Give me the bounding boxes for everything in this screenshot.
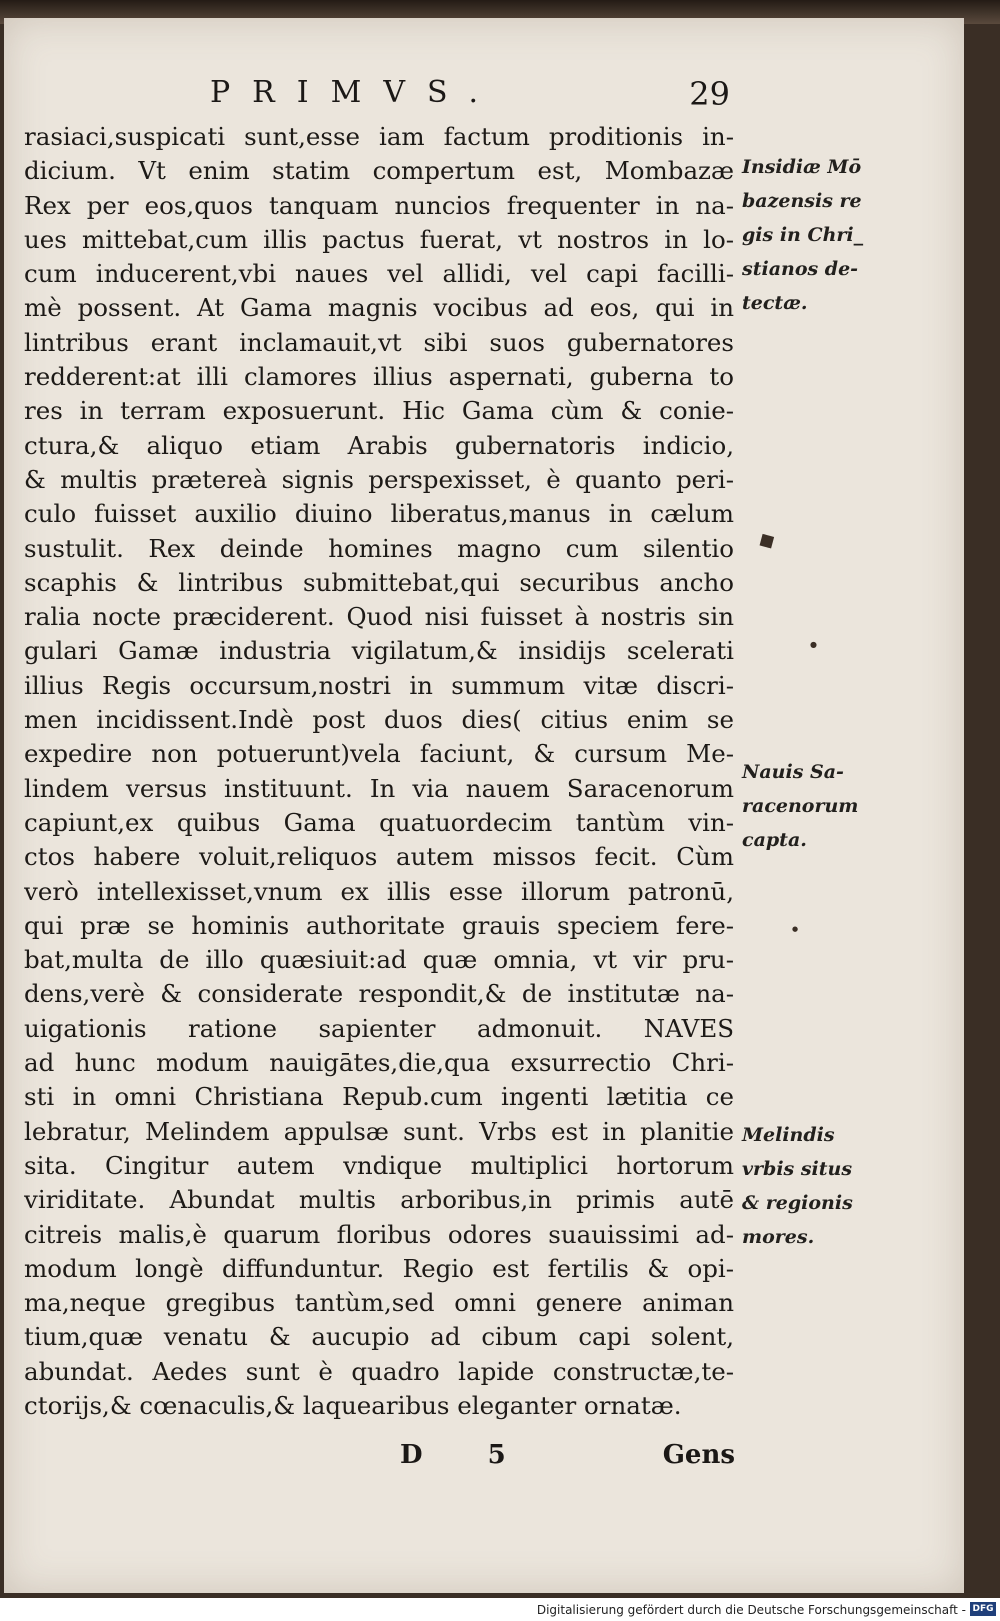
margin-note-line: stianos de- xyxy=(742,258,859,280)
text-line: dens,verè & considerate respondit,& de institutæ na- xyxy=(24,979,734,1009)
signature-mark: D 5 xyxy=(400,1440,534,1470)
text-line: modum longè diffunduntur. Regio est fertilis & opi- xyxy=(24,1253,734,1283)
margin-note-insidiae xyxy=(742,150,877,320)
text-line: res in terram exposuerunt. Hic Gama cùm & conie- xyxy=(24,396,734,426)
text-line: sita. Cingitur autem vndique multiplici hortorum xyxy=(24,1150,734,1180)
text-line: rasiaci,suspicati sunt,esse iam factum proditionis in- xyxy=(24,122,734,151)
text-line: lindem versus instituunt. In via nauem Saracenorum xyxy=(24,773,734,803)
text-line: lintribus erant inclamauit,vt sibi suos gubernatores xyxy=(24,327,734,357)
ink-speck-mark: ● xyxy=(792,925,799,933)
margin-note-line: racenorum xyxy=(742,795,859,817)
text-line: ralia nocte præciderent. Quod nisi fuisset à nostris sin xyxy=(24,602,734,632)
text-line: ma,neque gregibus tantùm,sed omni genere animan xyxy=(24,1288,734,1318)
margin-note-line: & regionis xyxy=(742,1192,853,1214)
text-line: ctos habere voluit,reliquos autem missos fecit. Cùm xyxy=(24,842,734,872)
margin-note-line: Melindis xyxy=(742,1124,835,1146)
text-line: dicium. Vt enim statim compertum est, Mombazæ xyxy=(24,156,734,186)
main-text-block xyxy=(24,120,734,1423)
text-line: tium,quæ venatu & aucupio ad cibum capi solent, xyxy=(24,1322,734,1352)
text-line: capiunt,ex quibus Gama quatuordecim tantùm vin- xyxy=(24,807,734,837)
catchword: Gens xyxy=(662,1440,735,1470)
margin-note-line: capta. xyxy=(742,829,807,851)
page-number: 29 xyxy=(689,75,730,113)
margin-note-line: gis in Chri_ xyxy=(742,224,864,246)
text-line: ues mittebat,cum illis pactus fuerat, vt nostros in lo- xyxy=(24,224,734,254)
text-line: viriditate. Abundat multis arboribus,in primis autē xyxy=(24,1185,734,1215)
text-line: bat,multa de illo quæsiuit:ad quæ omnia, vt vir pru- xyxy=(24,945,734,975)
text-line: qui præ se hominis authoritate grauis speciem fere- xyxy=(24,910,734,940)
margin-note-melindis xyxy=(742,1118,877,1254)
margin-note-nauis xyxy=(742,755,877,857)
text-line: scaphis & lintribus submittebat,qui securibus ancho xyxy=(24,567,734,597)
text-line: gulari Gamæ industria vigilatum,& insidijs scelerati xyxy=(24,636,734,666)
margin-note-line: Nauis Sa- xyxy=(742,761,844,783)
text-line: illius Regis occursum,nostri in summum vitæ discri- xyxy=(24,670,734,700)
text-line: expedire non potuerunt)vela faciunt, & cursum Me- xyxy=(24,739,734,769)
text-line: ctorijs,& cœnaculis,& laquearibus eleganter ornatæ. xyxy=(24,1390,682,1420)
text-line: sustulit. Rex deinde homines magno cum silentio xyxy=(24,533,734,563)
text-line: mè possent. At Gama magnis vocibus ad eos, qui in xyxy=(24,293,734,323)
margin-note-line: vrbis situs xyxy=(742,1158,853,1180)
margin-note-line: bazensis re xyxy=(742,190,862,212)
text-line: & multis prætereà signis perspexisset, è quanto peri- xyxy=(24,464,734,494)
text-line: culo fuisset auxilio diuino liberatus,manus in cælum xyxy=(24,499,734,529)
digitization-footer xyxy=(0,1598,1000,1621)
page-footer xyxy=(400,1440,735,1480)
text-line: ctura,& aliquo etiam Arabis gubernatoris indicio, xyxy=(24,430,734,460)
text-line: men incidissent.Indè post duos dies( citius enim se xyxy=(24,705,734,735)
text-line: abundat. Aedes sunt è quadro lapide constructæ,te- xyxy=(24,1356,734,1386)
digitization-credit: Digitalisierung gefördert durch die Deutsche Forschungsgemeinschaft - xyxy=(536,1603,966,1617)
text-line: citreis malis,è quarum floribus odores suauissimi ad- xyxy=(24,1219,734,1249)
page-header xyxy=(210,75,730,115)
text-line: uigationis ratione sapienter admonuit. NAVES xyxy=(24,1013,734,1043)
text-line: sti in omni Christiana Repub.cum ingenti lætitia ce xyxy=(24,1082,734,1112)
margin-note-line: Insidiæ Mō xyxy=(742,156,862,178)
text-line: ad hunc modum nauigātes,die,qua exsurrectio Chri- xyxy=(24,1048,734,1078)
running-head: PRIMVS. xyxy=(210,75,501,110)
text-line: redderent:at illi clamores illius aspernati, guberna to xyxy=(24,362,734,392)
text-line: lebratur, Melindem appulsæ sunt. Vrbs est in planitie xyxy=(24,1116,734,1146)
margin-note-line: mores. xyxy=(742,1226,815,1248)
margin-note-line: tectæ. xyxy=(742,292,808,314)
ink-blot-mark: ◆ xyxy=(752,525,781,556)
text-line: Rex per eos,quos tanquam nuncios frequenter in na- xyxy=(24,190,734,220)
text-line: cum inducerent,vbi naues vel allidi, vel capi facilli- xyxy=(24,259,734,289)
dfg-logo: DFG xyxy=(970,1602,996,1616)
text-line: verò intellexisset,vnum ex illis esse illorum patronū, xyxy=(24,876,734,906)
ink-speck-mark: ● xyxy=(810,640,817,649)
